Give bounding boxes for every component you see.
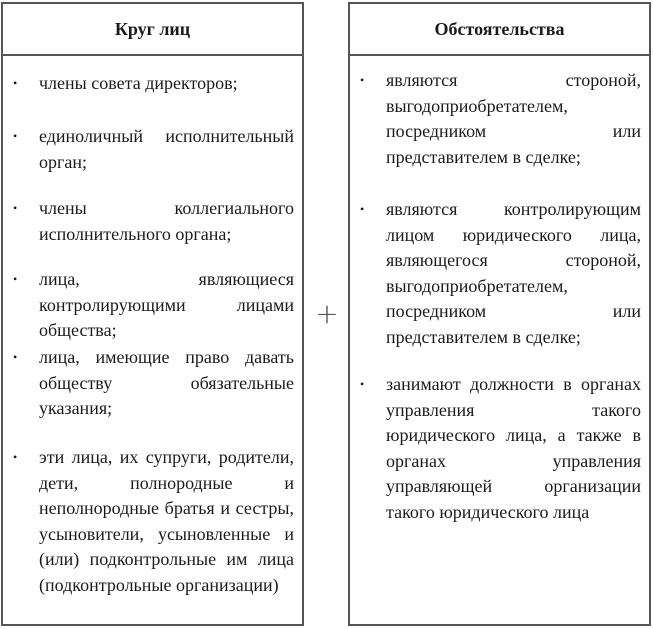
- list-item: [360, 68, 641, 170]
- list-item-text: эти лица, их супруги, родители, дети, полнородные и неполнородные братья и сестры, усыновители, усыновленные и (или) подконтрольные им лица (подконтрольные организации): [39, 447, 294, 595]
- circumstances-panel: [348, 2, 651, 626]
- list-item-text: лица, являющиеся контролирующими лицами общества;: [39, 269, 294, 340]
- bullet-icon: •: [13, 272, 18, 286]
- bullet-icon: •: [360, 202, 365, 216]
- bullet-icon: •: [360, 377, 365, 391]
- bullet-icon: •: [13, 350, 18, 364]
- bullet-icon: •: [360, 73, 365, 87]
- list-item: [13, 71, 294, 97]
- list-item-text: члены совета директоров;: [39, 73, 238, 93]
- list-item-text: занимают должности в органах управления такого юридического лица, а также в органах управления управляющей организации такого юридического лица: [386, 374, 641, 522]
- list-item: [13, 124, 294, 175]
- bullet-icon: •: [13, 76, 18, 90]
- list-item: [13, 345, 294, 422]
- persons-panel: [1, 2, 304, 626]
- list-item-text: являются контролирующим лицом юридического лица, являющегося стороной, выгодоприобретателем, посредником или представителем в сделке;: [386, 199, 641, 347]
- persons-panel-title: Круг лиц: [3, 4, 302, 56]
- list-item-text: единоличный исполнительный орган;: [39, 126, 294, 172]
- list-item-text: являются стороной, выгодоприобретателем, посредником или представителем в сделке;: [386, 70, 641, 167]
- list-item: [360, 197, 641, 350]
- bullet-icon: •: [13, 129, 18, 143]
- list-item-text: лица, имеющие право давать обществу обязательные указания;: [39, 347, 294, 418]
- list-item: [13, 267, 294, 344]
- list-item: [360, 372, 641, 525]
- list-item-text: члены коллегиального исполнительного органа;: [39, 198, 294, 244]
- list-item: [13, 445, 294, 598]
- bullet-icon: •: [13, 201, 18, 215]
- list-item: [13, 196, 294, 247]
- circumstances-panel-title: Обстоятельства: [350, 4, 649, 56]
- bullet-icon: •: [13, 450, 18, 464]
- plus-connector-icon: +: [315, 296, 339, 330]
